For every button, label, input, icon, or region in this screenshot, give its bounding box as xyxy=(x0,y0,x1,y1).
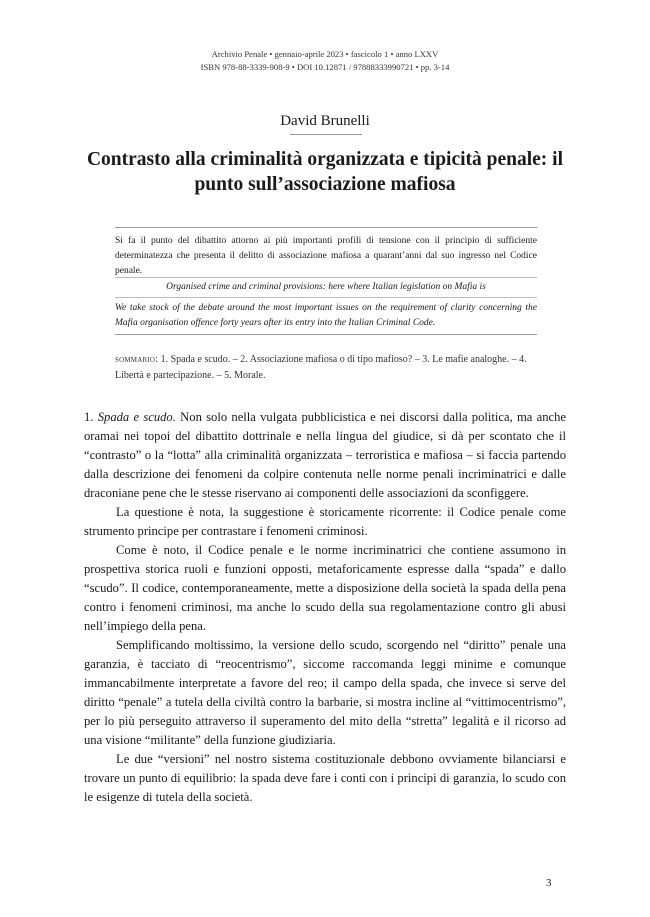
english-title-bottom-rule xyxy=(115,297,537,298)
journal-header xyxy=(0,48,650,74)
journal-header-line-1: Archivio Penale • gennaio-aprile 2023 • fascicolo 1 • anno LXXV xyxy=(211,49,439,59)
abstract-bottom-rule xyxy=(115,334,537,335)
paragraph-text: Non solo nella vulgata pubblicistica e nei discorsi dalla politica, ma anche oramai nei topoi del dibattito dottrinale e nella lingua del giudice, si dà per scontato che il “contrasto” o la “lotta” alla criminalità organizzata – terroristica e mafiosa – si faccia partendo dalla descrizione dei fenomeni da colpire contenuta nelle norme penali incriminatrici e dalle draconiane pene che le stesse riservano ai componenti delle associazioni da sconfiggere. xyxy=(84,410,567,500)
section-number: 1. xyxy=(84,410,94,424)
body-paragraph-2: La questione è nota, la suggestione è storicamente ricorrente: il Codice penale come strumento principe per contrastare i fenomeni criminosi. xyxy=(84,505,566,538)
english-title: Organised crime and criminal provisions: here where Italian legislation on Mafia is xyxy=(166,282,486,292)
page-number: 3 xyxy=(546,877,552,889)
toc-text: 1. Spada e scudo. – 2. Associazione mafiosa o di tipo mafioso? – 3. Le mafie analoghe. – 4. Libertà e partecipazione. – 5. Morale. xyxy=(115,354,527,381)
body-paragraph-3: Come è noto, il Codice penale e le norme incriminatrici che contiene assumono in prospettiva storica ruoli e funzioni opposti, metaforicamente espresse dalla “spada” e dallo “scudo”. Il codice, contemporaneamente, mette a disposizione della società la spada della pena contro i fenomeni criminosi, ma anche lo scudo della sua regolamentazione contro gli abusi nell’impiego della pena. xyxy=(84,543,566,633)
article-title: Contrasto alla criminalità organizzata e tipicità penale: il punto sull’associazione mafiosa xyxy=(86,149,564,195)
body-paragraph-1 xyxy=(84,408,566,503)
toc-label: sommario: xyxy=(115,354,159,365)
journal-header-line-2: ISBN 978-88-3339-908-9 • DOI 10.12871 / 97888333990721 • pp. 3-14 xyxy=(200,62,450,72)
table-of-contents xyxy=(115,352,537,384)
abstract-italian: Si fa il punto del dibattito attorno ai più importanti profili di tensione con il principio di sufficiente determinatezza che presenta il delitto di associazione mafiosa a quarant’anni dal suo ingresso nel Codice penale. xyxy=(115,236,537,276)
author-divider xyxy=(290,134,362,135)
section-heading: Spada e scudo. xyxy=(97,410,176,424)
english-title-top-rule xyxy=(115,277,537,278)
body-paragraph-5: Le due “versioni” nel nostro sistema costituzionale debbono ovviamente bilanciarsi e trovare un punto di equilibrio: la spada deve fare i conti con i principi di garanzia, lo scudo con le esigenze di tutela della società. xyxy=(84,752,566,804)
abstract-english: We take stock of the debate around the most important issues on the requirement of clarity concerning the Mafia organisation offence forty years after its entry into the Italian Criminal Code. xyxy=(115,303,537,328)
article-body xyxy=(84,408,566,807)
abstract-top-rule xyxy=(115,227,537,228)
body-paragraph-4: Semplificando moltissimo, la versione dello scudo, scorgendo nel “diritto” penale una garanzia, è tacciato di “reocentrismo”, siccome raccomanda leggi minime e comunque immancabilmente interpretate a favore del reo; il campo della spada, che invece si serve del diritto “penale” a tutela della civiltà contro la barbarie, si mostra incline al “vittimocentrismo”, per lo più perseguito attraverso il superamento del mito della “stretta” legalità e il ricorso ad una visione “militante” della funzione giudiziaria. xyxy=(84,638,566,747)
author-name: David Brunelli xyxy=(280,113,370,129)
